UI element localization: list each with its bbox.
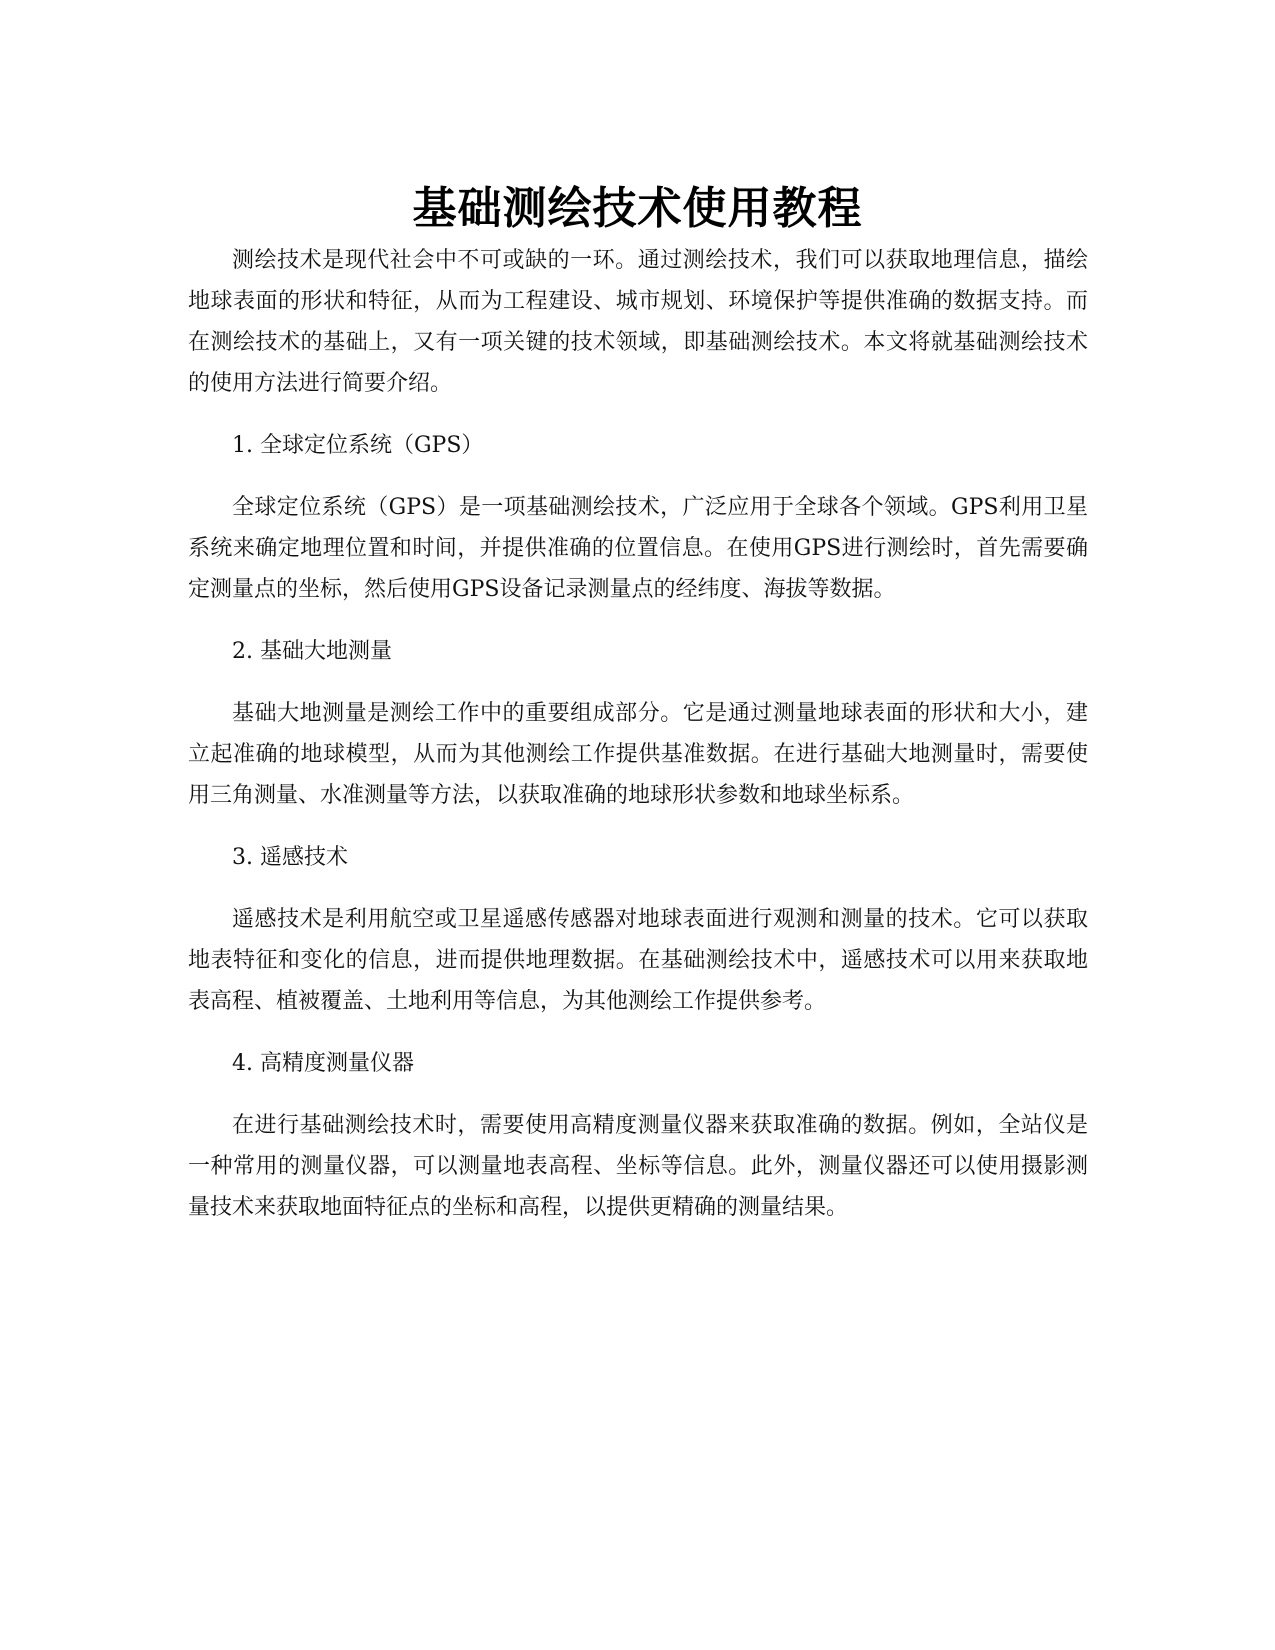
section-body-instruments: 在进行基础测绘技术时，需要使用高精度测量仪器来获取准确的数据。例如，全站仪是一种常用的测量仪器，可以测量地表高程、坐标等信息。此外，测量仪器还可以使用摄影测量技术来获取地面特征点的坐标和高程，以提供更精确的测量结果。 [188,1113,1088,1220]
page-title: 基础测绘技术使用教程 [412,183,863,235]
section-body-remote-sensing: 遥感技术是利用航空或卫星遥感传感器对地球表面进行观测和测量的技术。它可以获取地表特征和变化的信息，进而提供地理数据。在基础测绘技术中，遥感技术可以用来获取地表高程、植被覆盖、土地利用等信息，为其他测绘工作提供参考。 [188,907,1088,1014]
section-heading-geodetic-survey: 2. 基础大地测量 [232,639,392,664]
intro-paragraph: 测绘技术是现代社会中不可或缺的一环。通过测绘技术，我们可以获取地理信息，描绘地球表面的形状和特征，从而为工程建设、城市规划、环境保护等提供准确的数据支持。而在测绘技术的基础上，又有一项关键的技术领域，即基础测绘技术。本文将就基础测绘技术的使用方法进行简要介绍。 [188,248,1088,396]
section-body-geodetic-survey: 基础大地测量是测绘工作中的重要组成部分。它是通过测量地球表面的形状和大小，建立起准确的地球模型，从而为其他测绘工作提供基准数据。在进行基础大地测量时，需要使用三角测量、水准测量等方法，以获取准确的地球形状参数和地球坐标系。 [188,701,1088,808]
section-heading-gps: 1. 全球定位系统（GPS） [232,433,484,458]
section-heading-instruments: 4. 高精度测量仪器 [232,1051,414,1076]
document-body [188,240,1088,1249]
section-heading-remote-sensing: 3. 遥感技术 [232,845,348,870]
section-body-gps: 全球定位系统（GPS）是一项基础测绘技术，广泛应用于全球各个领域。GPS利用卫星系统来确定地理位置和时间，并提供准确的位置信息。在使用GPS进行测绘时，首先需要确定测量点的坐标，然后使用GPS设备记录测量点的经纬度、海拔等数据。 [188,495,1088,602]
